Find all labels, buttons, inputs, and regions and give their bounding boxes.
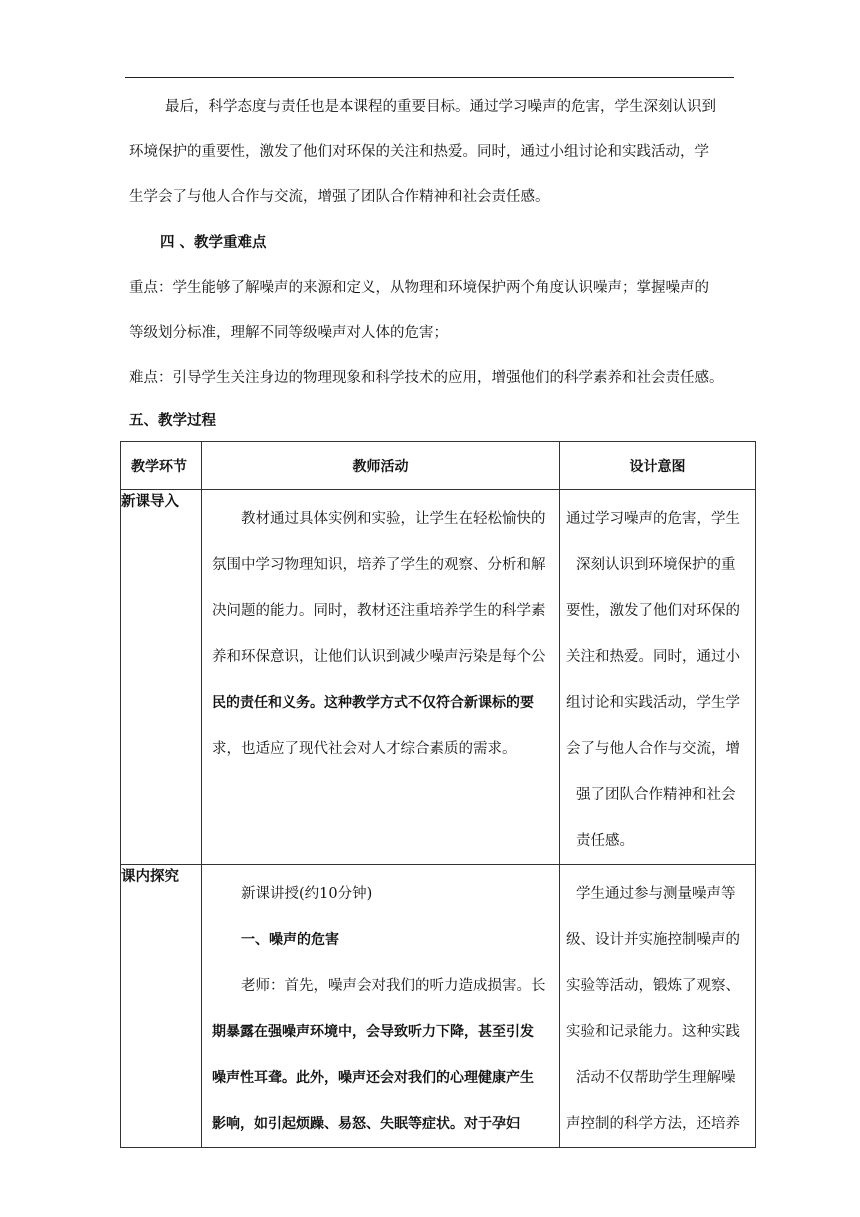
stage-cell [121,490,202,865]
intent-line: 要性，激发了他们对环保的 [566,603,740,619]
teacher-activity-cell [202,865,560,1148]
teacher-line: 养和环保意识，让他们认识到减少噪声污染是每个公 [212,649,546,665]
intent-line: 通过学习噪声的危害，学生 [566,511,740,527]
intent-line: 深刻认识到环境保护的重 [576,557,736,573]
header-rule [125,77,734,78]
teacher-line: 氛围中学习物理知识，培养了学生的观察、分析和解 [212,557,546,573]
header-teacher [202,442,560,490]
stage-label: 新课导入 [121,494,179,510]
key-point-line-2: 等级划分标准，理解不同等级噪声对人体的危害； [129,325,448,341]
header-intent-label: 设计意图 [629,458,686,475]
header-stage-label: 教学环节 [131,458,187,475]
design-intent-cell [560,490,756,865]
intent-line: 组讨论和实践活动，学生学 [566,695,740,711]
intent-line: 级、设计并实施控制噪声的 [566,932,740,948]
intent-line: 强了团队合作精神和社会 [576,787,736,803]
intent-line: 会了与他人合作与交流，增 [566,741,740,757]
intent-line: 实验和记录能力。这种实践 [566,1024,740,1040]
header-intent [560,442,756,490]
teacher-line: 教材通过具体实例和实验，让学生在轻松愉快的 [241,511,546,527]
section4-heading: 四 、教学重难点 [160,235,267,251]
teacher-line: 一、噪声的危害 [241,932,339,948]
teacher-line: 民的责任和义务。这种教学方式不仅符合新课标的要 [212,695,534,711]
teacher-line: 新课讲授(约10分钟) [241,886,373,902]
intent-line: 学生通过参与测量噪声等 [576,886,736,902]
teacher-line: 噪声性耳聋。此外，噪声还会对我们的心理健康产生 [212,1070,534,1086]
intent-line: 关注和热爱。同时，通过小 [566,649,740,665]
teacher-activity-cell [202,490,560,865]
intro-line-3: 生学会了与他人合作与交流，增强了团队合作精神和社会责任感。 [129,189,550,205]
table-row [121,865,756,1148]
intent-line: 实验等活动，锻炼了观察、 [566,978,740,994]
intent-line: 活动不仅帮助学生理解噪 [576,1070,736,1086]
teacher-line: 求，也适应了现代社会对人才综合素质的需求。 [212,741,517,757]
teacher-line: 决问题的能力。同时，教材还注重培养学生的科学素 [212,603,546,619]
teacher-line: 老师：首先，噪声会对我们的听力造成损害。长 [241,978,546,994]
table-row [121,490,756,865]
teacher-line: 期暴露在强噪声环境中，会导致听力下降，甚至引发 [212,1024,534,1040]
section5-heading: 五、教学过程 [129,413,216,429]
teacher-line: 影响，如引起烦躁、易怒、失眠等症状。对于孕妇 [212,1116,520,1132]
table-header-row [121,442,756,490]
intent-line: 声控制的科学方法，还培养 [566,1116,740,1132]
header-teacher-label: 教师活动 [352,458,409,475]
header-stage [121,442,202,490]
intent-line: 责任感。 [576,833,634,849]
intro-line-1: 最后，科学态度与责任也是本课程的重要目标。通过学习噪声的危害，学生深刻认识到 [165,99,716,115]
stage-cell [121,865,202,1148]
difficulty-line: 难点：引导学生关注身边的物理现象和科学技术的应用，增强他们的科学素养和社会责任感。 [129,370,724,386]
stage-label: 课内探究 [121,869,179,885]
design-intent-cell [560,865,756,1148]
teaching-process-table [120,441,756,1148]
intro-line-2: 环境保护的重要性，激发了他们对环保的关注和热爱。同时，通过小组讨论和实践活动，学 [129,144,709,160]
key-point-line-1: 重点：学生能够了解噪声的来源和定义，从物理和环境保护两个角度认识噪声；掌握噪声的 [129,280,709,296]
